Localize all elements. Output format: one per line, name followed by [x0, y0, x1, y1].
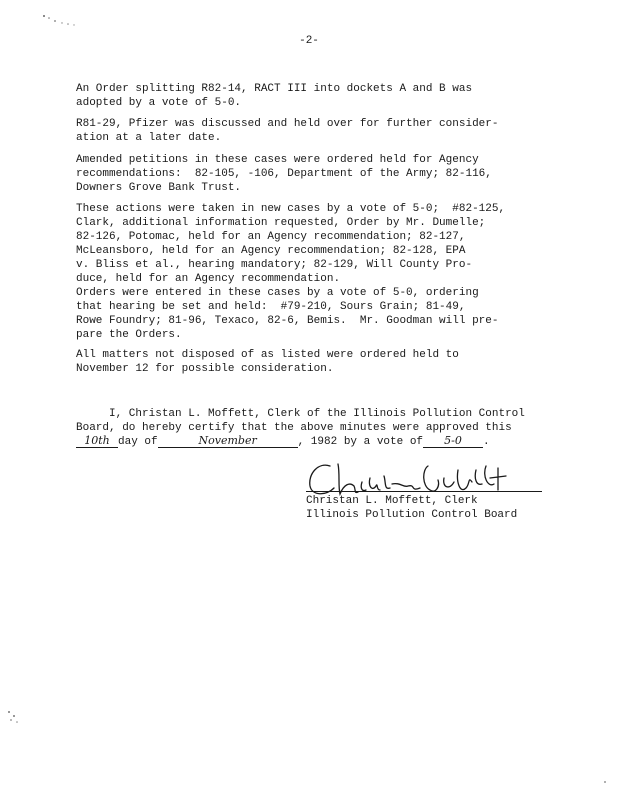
- line: 82-126, Potomac, held for an Agency recommendation; 82-127,: [76, 231, 466, 243]
- vote-blank: 5-0: [423, 435, 483, 448]
- year-text: , 1982 by a vote of: [297, 436, 424, 448]
- day-blank: 10th: [76, 435, 118, 448]
- signer-title: Illinois Pollution Control Board: [306, 509, 518, 521]
- certification-line-1: I, Christan L. Moffett, Clerk of the Illinois Pollution Control: [76, 408, 525, 420]
- scan-speck-bottom-right: [602, 778, 608, 786]
- line: Clark, additional information requested, Order by Mr. Dumelle;: [76, 217, 486, 229]
- line: Orders were entered in these cases by a vote of 5-0, ordering: [76, 287, 479, 299]
- line: ation at a later date.: [76, 132, 222, 144]
- line: All matters not disposed of as listed were ordered held to: [76, 349, 459, 361]
- month-blank: November: [158, 435, 298, 448]
- line: November 12 for possible consideration.: [76, 363, 334, 375]
- line: duce, held for an Agency recommendation.: [76, 273, 341, 285]
- line: Rowe Foundry; 81-96, Texaco, 82-6, Bemis. Mr. Goodman will pre-: [76, 315, 499, 327]
- page-number: -2-: [299, 35, 319, 47]
- line: pare the Orders.: [76, 329, 182, 341]
- signer-name: Christan L. Moffett, Clerk: [306, 495, 478, 507]
- line: Amended petitions in these cases were ordered held for Agency: [76, 154, 479, 166]
- line: R81-29, Pfizer was discussed and held over for further consider-: [76, 118, 499, 130]
- signature-line: [306, 491, 542, 492]
- certification-end: .: [483, 436, 490, 448]
- signature-block: [306, 494, 517, 522]
- day-label: day of: [118, 436, 158, 448]
- line: v. Bliss et al., hearing mandatory; 82-129, Will County Pro-: [76, 259, 473, 271]
- line: that hearing be set and held: #79-210, Sours Grain; 81-49,: [76, 301, 466, 313]
- line: adopted by a vote of 5-0.: [76, 97, 242, 109]
- certification-line-2: Board, do hereby certify that the above minutes were approved this: [76, 422, 512, 434]
- scan-speck-bottom-left: [6, 708, 22, 726]
- paragraph-amended-petitions: [76, 153, 546, 195]
- certification: [76, 407, 556, 449]
- line: These actions were taken in new cases by a vote of 5-0; #82-125,: [76, 203, 506, 215]
- scan-speck-top-left: [40, 12, 84, 32]
- paragraph-pfizer: [76, 117, 546, 145]
- paragraph-ract-order: [76, 82, 546, 110]
- line: Downers Grove Bank Trust.: [76, 182, 242, 194]
- paragraph-matters-held: [76, 348, 546, 376]
- paragraph-orders-entered: [76, 286, 546, 342]
- line: McLeansboro, held for an Agency recommendation; 82-128, EPA: [76, 245, 466, 257]
- line: An Order splitting R82-14, RACT III into dockets A and B was: [76, 83, 473, 95]
- line: recommendations: 82-105, -106, Department of the Army; 82-116,: [76, 168, 492, 180]
- paragraph-new-cases: [76, 202, 546, 286]
